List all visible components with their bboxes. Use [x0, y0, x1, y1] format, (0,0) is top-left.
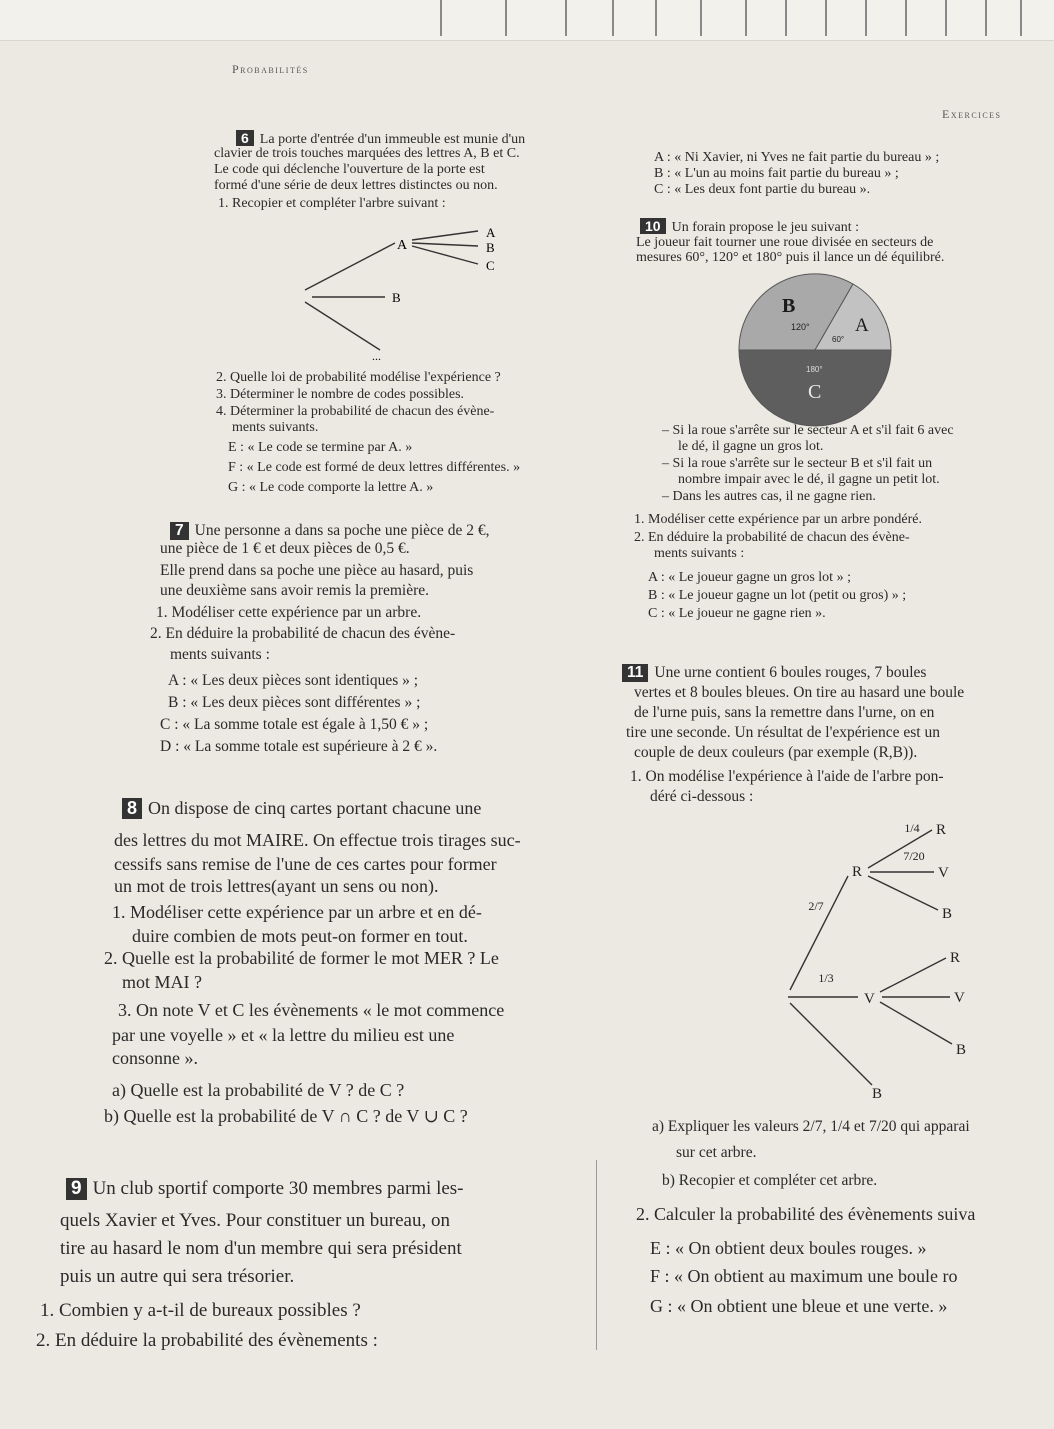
ex7-event-b: B : « Les deux pièces sont différentes » ; [168, 694, 421, 711]
ex8-q3b: par une voyelle » et « la lettre du milieu est une [112, 1025, 455, 1045]
ex10-rule1b: le dé, il gagne un gros lot. [678, 439, 824, 454]
ex11-q1b: déré ci-dessous : [650, 788, 754, 805]
ex11-branch-rb [868, 876, 938, 910]
ex11-node-vb: B [956, 1042, 967, 1058]
ex9-line1: 9 Un club sportif comporte 30 membres parmi les- [66, 1178, 464, 1200]
ex11-line4: tire une seconde. Un résultat de l'expérience est un [626, 724, 940, 741]
ex8-qa: a) Quelle est la probabilité de V ? de C ? [112, 1080, 405, 1100]
ex10-q1: 1. Modéliser cette expérience par un arbre pondéré. [634, 512, 923, 527]
ex10-line3: mesures 60°, 120° et 180° puis il lance un dé équilibré. [636, 250, 945, 265]
ex8-q2a: 2. Quelle est la probabilité de former le mot MER ? Le [104, 948, 499, 968]
ex10-line1: 10 Un forain propose le jeu suivant : [640, 218, 859, 236]
ex7-event-c: C : « La somme totale est égale à 1,50 € » ; [160, 716, 429, 733]
ex6-q4a: 4. Déterminer la probabilité de chacun des évène- [216, 404, 495, 419]
ex11-node-r: R [852, 864, 863, 880]
ex10-rule1a: – Si la roue s'arrête sur le secteur A et s'il fait 6 avec [662, 423, 954, 438]
ex6-node-ac: C [486, 258, 495, 273]
ex8-line3: cessifs sans remise de l'une de ces cartes pour former [114, 854, 497, 874]
ex10-event-b: B : « Le joueur gagne un lot (petit ou gros) » ; [648, 588, 907, 603]
ex7-q2a: 2. En déduire la probabilité de chacun des évène- [150, 625, 456, 642]
ex6-event-e: E : « Le code se termine par A. » [228, 440, 413, 455]
ex11-q1a: 1. On modélise l'expérience à l'aide de l'arbre pon- [630, 768, 944, 785]
ex11-node-v: V [864, 991, 875, 1007]
ex8-qb: b) Quelle est la probabilité de V ∩ C ? de V ∪ C ? [104, 1106, 468, 1126]
ex11-prob-rv: 7/20 [903, 849, 925, 863]
ex7-event-a: A : « Les deux pièces sont identiques » ; [168, 672, 419, 689]
ex11-line2: vertes et 8 boules bleues. On tire au hasard une boule [634, 684, 965, 701]
ex11-branch-vb [880, 1002, 952, 1044]
ex10-q2a: 2. En déduire la probabilité de chacun des évène- [634, 530, 910, 545]
ex10-rule3: – Dans les autres cas, il ne gagne rien. [662, 489, 876, 504]
ex7-q1: 1. Modéliser cette expérience par un arbre. [156, 604, 422, 621]
ex9-event-c: C : « Les deux font partie du bureau ». [654, 182, 871, 197]
ex9-line4: puis un autre qui sera trésorier. [60, 1266, 295, 1287]
ex7-line4: une deuxième sans avoir remis la première. [160, 582, 429, 599]
ex6-event-f: F : « Le code est formé de deux lettres différentes. » [228, 460, 521, 475]
wheel-angle-120: 120° [791, 322, 810, 332]
ex11-node-vr: R [950, 950, 961, 966]
ex6-line2: clavier de trois touches marquées des lettres A, B et C. [214, 146, 520, 161]
ex8-line1: 8 On dispose de cinq cartes portant chacune une [122, 798, 481, 819]
ex11-number: 11 [622, 664, 648, 682]
ex11-line5: couple de deux couleurs (par exemple (R,B)). [634, 744, 918, 761]
column-rule [596, 1160, 597, 1350]
ex6-q2: 2. Quelle loi de probabilité modélise l'expérience ? [216, 370, 501, 385]
ex9-q2: 2. En déduire la probabilité des évènements : [36, 1330, 378, 1351]
ex11-prob-rr: 1/4 [904, 821, 920, 835]
ex10-rule2b: nombre impair avec le dé, il gagne un petit lot. [678, 472, 940, 487]
ex11-qb: b) Recopier et compléter cet arbre. [662, 1172, 878, 1189]
ex10-number: 10 [640, 218, 666, 234]
ex6-event-g: G : « Le code comporte la lettre A. » [228, 480, 434, 495]
ex11-node-rv: V [938, 865, 949, 881]
ex11-event-f: F : « On obtient au maximum une boule ro [650, 1266, 958, 1286]
ex11-branch-b [790, 1003, 872, 1085]
ex6-q1: 1. Recopier et compléter l'arbre suivant : [218, 196, 446, 211]
running-header: Probabilités [232, 62, 309, 76]
ex6-node-dots: ... [372, 349, 381, 363]
ex8-q3c: consonne ». [112, 1048, 198, 1068]
wheel-label-b: B [782, 295, 796, 317]
ex6-node-ab: B [486, 240, 495, 255]
ex7-line2: une pièce de 1 € et deux pièces de 0,5 €. [160, 540, 410, 557]
ex6-node-b: B [392, 290, 401, 305]
ex10-q2b: ments suivants : [654, 546, 745, 561]
ex8-q1b: duire combien de mots peut-on former en tout. [132, 926, 468, 946]
ex11-line3: de l'urne puis, sans la remettre dans l'urne, on en [634, 704, 935, 721]
ex8-q1a: 1. Modéliser cette expérience par un arbre et en dé- [112, 902, 482, 922]
ex11-node-rb: B [942, 906, 953, 922]
ex6-node-aa: A [486, 225, 496, 240]
ex8-q3a: 3. On note V et C les évènements « le mot commence [118, 1000, 505, 1020]
ex6-line3: Le code qui déclenche l'ouverture de la porte est [214, 162, 485, 177]
ex10-event-c: C : « Le joueur ne gagne rien ». [648, 606, 826, 621]
ex11-line1: 11 Une urne contient 6 boules rouges, 7 boules [622, 664, 926, 682]
ex11-event-g: G : « On obtient une bleue et une verte. » [650, 1296, 948, 1316]
ex9-line3: tire au hasard le nom d'un membre qui sera président [60, 1238, 462, 1259]
wheel-label-c: C [808, 381, 822, 403]
ex7-line1: 7 Une personne a dans sa poche une pièce de 2 €, [170, 522, 489, 540]
ex11-q2: 2. Calculer la probabilité des évènements suiva [636, 1204, 976, 1224]
ex10-line2: Le joueur fait tourner une roue divisée en secteurs de [636, 235, 934, 250]
ex11-qa1: a) Expliquer les valeurs 2/7, 1/4 et 7/20 qui apparai [652, 1118, 970, 1135]
ex9-number: 9 [66, 1178, 87, 1200]
ex7-number: 7 [170, 522, 189, 540]
ex7-line3: Elle prend dans sa poche une pièce au hasard, puis [160, 562, 474, 579]
ex6-node-a: A [397, 238, 408, 253]
ex7-q2b: ments suivants : [170, 646, 270, 663]
ex9-event-b: B : « L'un au moins fait partie du bureau » ; [654, 166, 899, 181]
ex8-q2b: mot MAI ? [122, 972, 202, 992]
section-header: Exercices [942, 107, 1002, 121]
ex11-node-b: B [872, 1086, 883, 1102]
ex11-node-vv: V [954, 990, 965, 1006]
ex11-prob-v: 1/3 [818, 971, 834, 985]
ex6-number: 6 [236, 130, 254, 146]
ex11-qa2: sur cet arbre. [676, 1144, 757, 1161]
ex7-event-d: D : « La somme totale est supérieure à 2 € ». [160, 738, 438, 755]
ex11-branch-vr [880, 958, 946, 992]
wheel-angle-180: 180° [806, 365, 823, 374]
ex10-rule2a: – Si la roue s'arrête sur le secteur B et s'il fait un [662, 456, 933, 471]
ex10-event-a: A : « Le joueur gagne un gros lot » ; [648, 570, 851, 585]
ex9-event-a: A : « Ni Xavier, ni Yves ne fait partie du bureau » ; [654, 150, 940, 165]
ex6-line1: 6 La porte d'entrée d'un immeuble est munie d'un [236, 130, 525, 148]
ex6-line4: formé d'une série de deux lettres distinctes ou non. [214, 178, 498, 193]
ex11-event-e: E : « On obtient deux boules rouges. » [650, 1238, 927, 1258]
ex8-number: 8 [122, 798, 142, 819]
ex8-line2: des lettres du mot MAIRE. On effectue trois tirages suc- [114, 830, 521, 850]
ex11-prob-r: 2/7 [808, 899, 824, 913]
wheel-label-a: A [855, 315, 869, 336]
ex11-node-rr: R [936, 822, 947, 838]
ex6-q3: 3. Déterminer le nombre de codes possibles. [216, 387, 465, 402]
wheel-angle-60: 60° [832, 335, 845, 344]
ex9-line2: quels Xavier et Yves. Pour constituer un bureau, on [60, 1210, 450, 1231]
ex6-q4b: ments suivants. [232, 420, 319, 435]
ex8-line4: un mot de trois lettres(ayant un sens ou non). [114, 876, 439, 896]
ex9-q1: 1. Combien y a-t-il de bureaux possibles ? [40, 1300, 361, 1321]
